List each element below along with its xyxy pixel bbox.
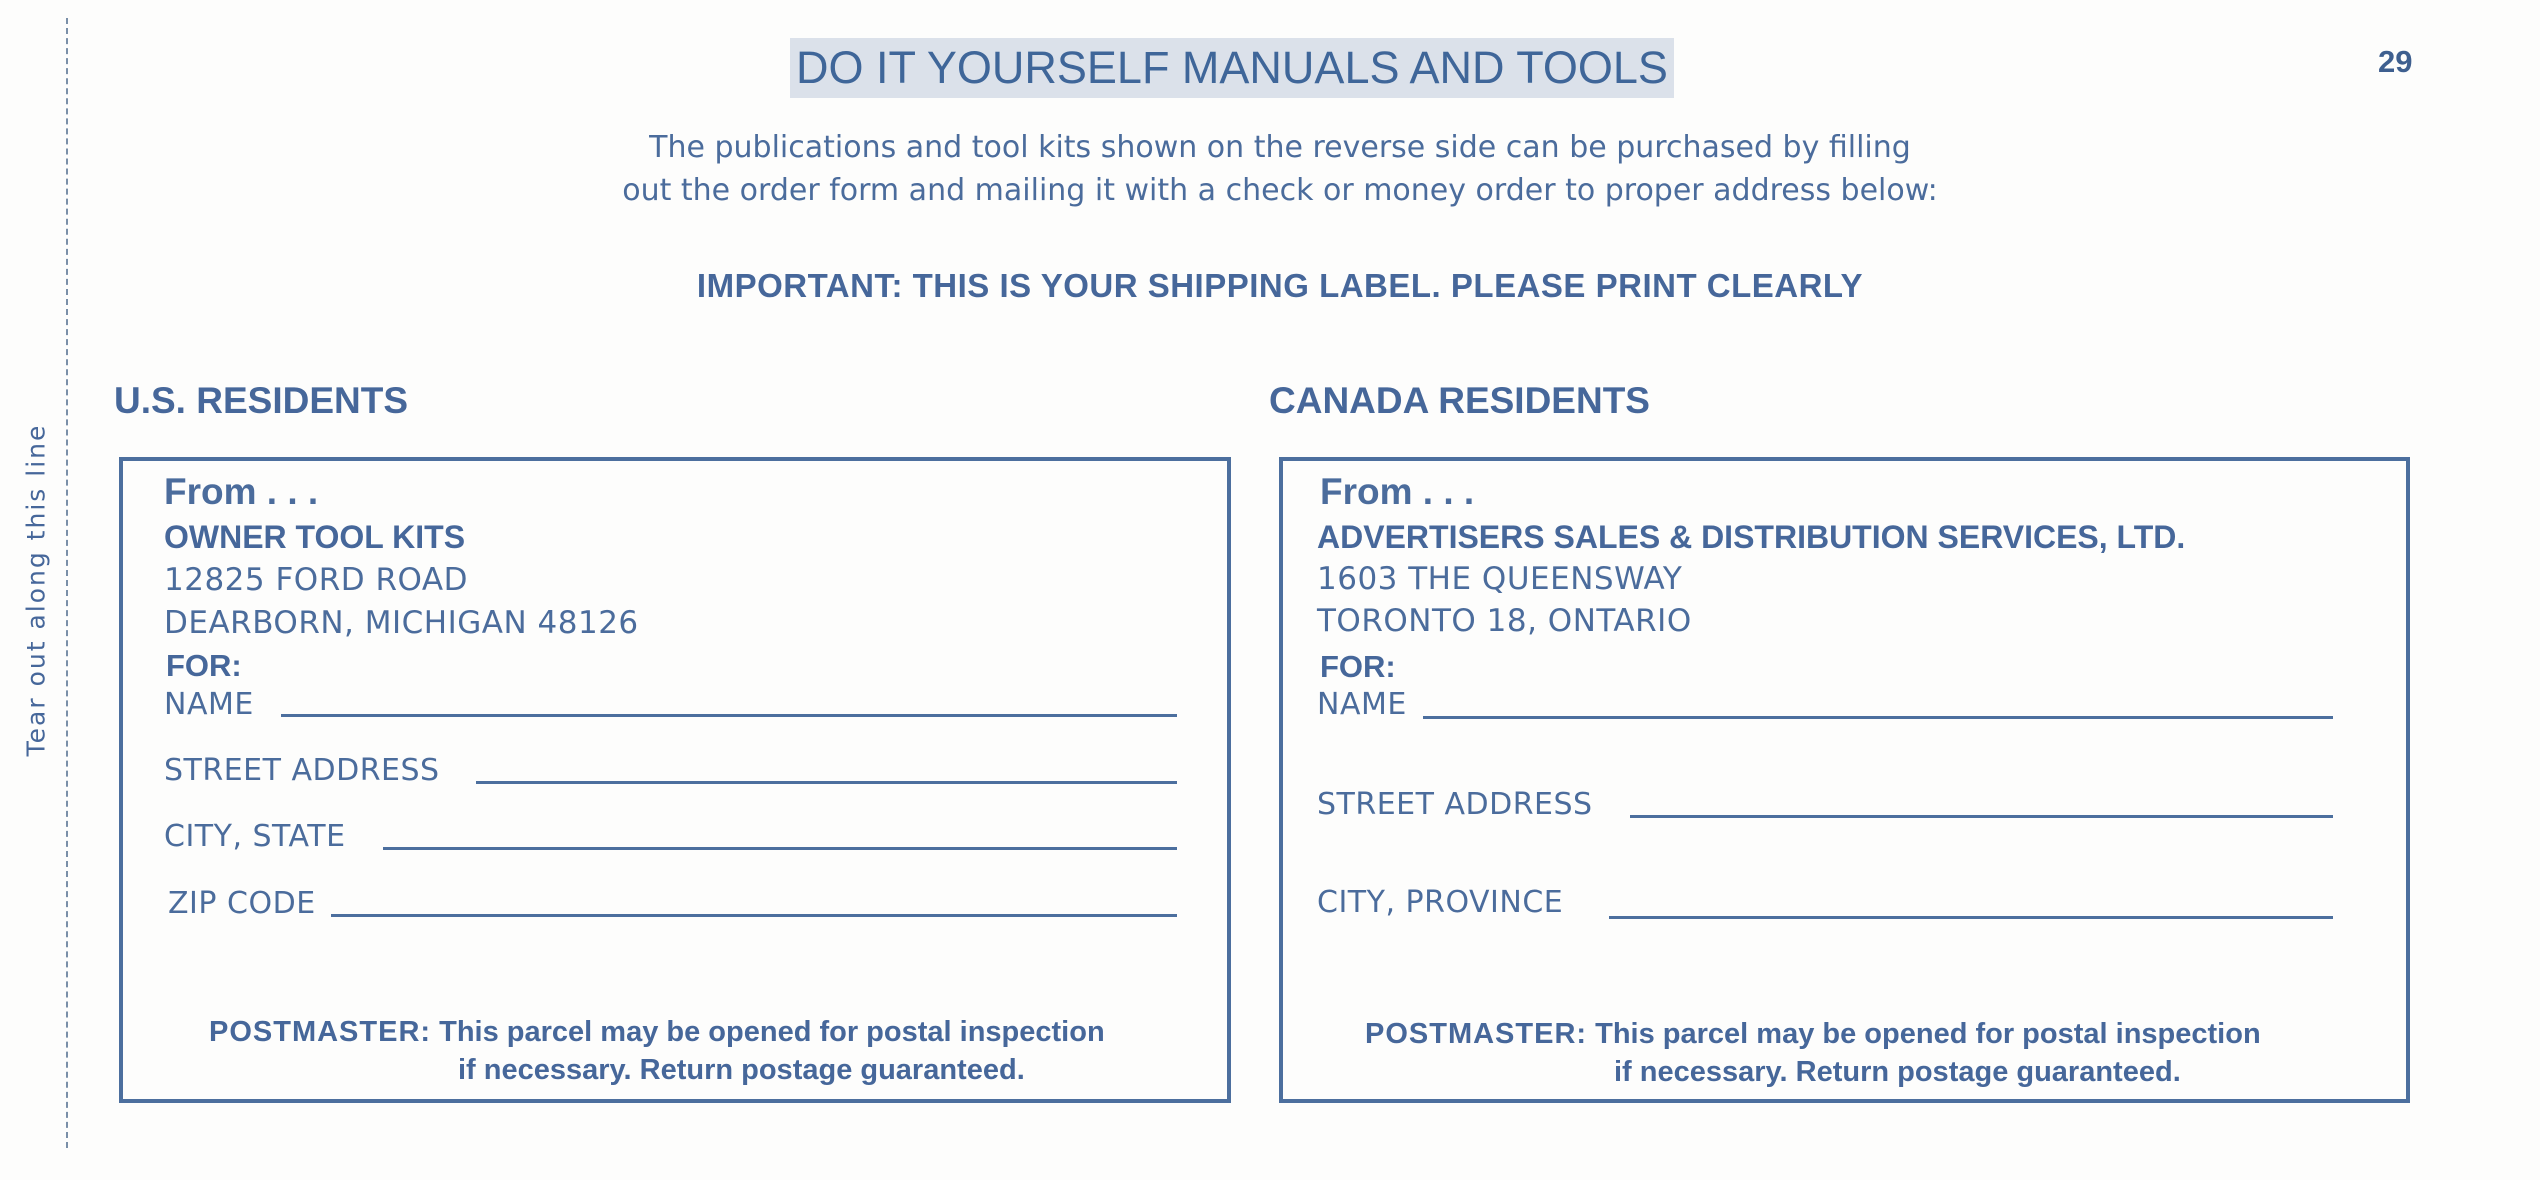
important-notice: IMPORTANT: THIS IS YOUR SHIPPING LABEL. PLEASE PRINT CLEARLY [696, 267, 1864, 304]
sender-city: DEARBORN, MICHIGAN 48126 [164, 605, 639, 641]
from-label: From . . . [164, 471, 319, 512]
postmaster-line-1: This parcel may be opened for postal inspection [1595, 1018, 2261, 1050]
name-field[interactable] [281, 714, 1177, 717]
for-label: FOR: [166, 648, 242, 683]
page-title: DO IT YOURSELF MANUALS AND TOOLS [790, 38, 1674, 98]
zip-code-label: ZIP CODE [168, 886, 316, 921]
name-label: NAME [164, 687, 254, 722]
page-number: 29 [2378, 44, 2413, 79]
for-label: FOR: [1320, 649, 1396, 684]
intro-text [580, 126, 1980, 212]
street-address-label: STREET ADDRESS [1317, 787, 1593, 822]
street-address-field[interactable] [476, 781, 1177, 784]
sender-company: ADVERTISERS SALES & DISTRIBUTION SERVICES, LTD. [1317, 519, 2186, 555]
postmaster-notice [1365, 1015, 2261, 1091]
postmaster-line-2: if necessary. Return postage guaranteed. [458, 1054, 1025, 1086]
zip-code-field[interactable] [331, 914, 1177, 917]
tear-line-label: Tear out along this line [21, 423, 51, 757]
sender-street: 12825 FORD ROAD [164, 562, 468, 598]
city-province-label: CITY, PROVINCE [1317, 885, 1564, 920]
name-label: NAME [1317, 687, 1407, 722]
sender-city: TORONTO 18, ONTARIO [1317, 603, 1692, 639]
us-shipping-label [119, 457, 1231, 1103]
sender-company: OWNER TOOL KITS [164, 519, 466, 555]
street-address-field[interactable] [1630, 815, 2333, 818]
postmaster-label: POSTMASTER: [209, 1016, 432, 1048]
sender-street: 1603 THE QUEENSWAY [1317, 561, 1683, 597]
postmaster-label: POSTMASTER: [1365, 1018, 1588, 1050]
city-province-field[interactable] [1609, 916, 2333, 919]
perforation-line [66, 18, 68, 1148]
postmaster-notice [209, 1013, 1105, 1089]
intro-line-1: The publications and tool kits shown on the reverse side can be purchased by filling [649, 130, 1911, 165]
street-address-label: STREET ADDRESS [164, 753, 440, 788]
canada-residents-heading: CANADA RESIDENTS [1269, 380, 1650, 421]
from-label: From . . . [1320, 471, 1475, 512]
us-residents-heading: U.S. RESIDENTS [114, 380, 408, 421]
postmaster-line-2: if necessary. Return postage guaranteed. [1614, 1056, 2181, 1088]
city-state-field[interactable] [383, 847, 1177, 850]
postmaster-line-1: This parcel may be opened for postal inspection [439, 1016, 1105, 1048]
name-field[interactable] [1423, 716, 2333, 719]
city-state-label: CITY, STATE [164, 819, 346, 854]
intro-line-2: out the order form and mailing it with a check or money order to proper address below: [622, 173, 1938, 208]
canada-shipping-label [1279, 457, 2410, 1103]
